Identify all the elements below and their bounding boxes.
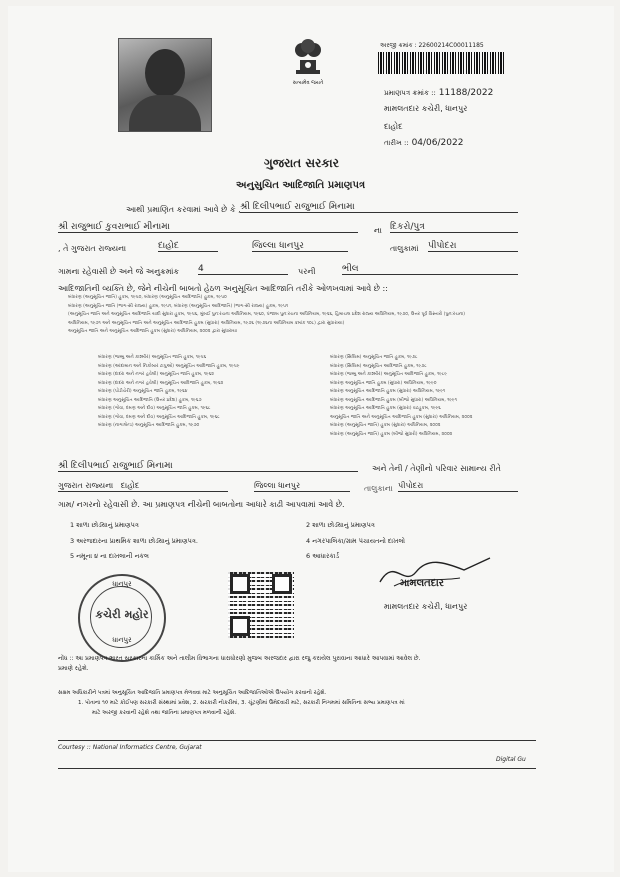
state-line-2 [58,481,228,492]
photo-head-shape [145,49,185,97]
order-item: બંધારણ (પોંડીચેરી) અનુસૂચિત જાતિ હુકમ, ૧૯૬૪ [98,389,188,394]
cert-no-value: 11188/2022 [438,88,494,98]
community-label: પરની [298,267,316,276]
state-label: , તે ગુજરાત રાજ્યના [58,244,127,253]
order-item: અધિનિયમ, ૧૯૭૧ અને અનુસૂચિત જાતિ અને અનુસૂચિત આદિજાતિ હુકમ (સુધારા) અધિનિયમ, ૧૯૭૬ (૧૯૭૬ના અધિનિયમ ક્રમાંક ૧૦૮) દ્વારા સુધારાયા) [68,320,345,326]
office-seal [78,574,166,662]
order-item: બંધારણ (દાદરા અને નગર હવેલી) અનુસૂચિત જાતિ હુકમ, ૧૯૬૨ [98,372,214,377]
signatory-title: મામલતદાર કચેરી, ધાનપુર [384,602,468,611]
taluka-word: તાલુકામાં [390,244,419,253]
certify-intro: આથી પ્રમાણિત કરવામાં આવે છે કે , [126,205,241,214]
village-2: પીપોદરા [398,481,518,492]
certificate-number [384,88,493,98]
certificate-page [8,6,614,872]
order-item: અનુસૂચિત જાતિ અને અનુસૂચિત આદિજાતિ હુકમ (સુધારા) અધિનિયમ, ૨૦૦૨ [330,414,473,420]
district-2: દાહોદ [120,481,140,490]
evidence-item: 4 નગરપાલિકા/ગ્રામ પંચાયતનો દાખલો [306,537,405,545]
footer-divider-bottom [58,768,536,769]
signature-text: મામલતદાર [400,578,444,589]
qr-finder [272,574,292,594]
family-text: અને તેની / તેણીનો પરિવાર સામાન્ય રીતે [372,464,501,473]
qr-finder [230,616,250,636]
order-item: બંધારણ (ગોવા, દમણ અને દીવ) અનુસૂચિત જાતિ હુકમ, ૧૯૬૮ [98,406,211,411]
national-emblem-icon [288,30,328,78]
seal-middle-text: કચેરી મહોર [95,608,149,621]
note-4-line: માટે અરજી કરવાની રહેશે તથા જાતિના પ્રમાણપત્ર મળવાની રહેશે. [92,710,237,716]
order-item: બંધારણ (અનુસૂચિત જાતિ) હુકમ, ૧૯૫૦, બંધારણ (અનુસૂચિત આદિજાતિ) હુકમ, ૧૯૫૦ [68,295,227,300]
father-name: શ્રી રાજુભાઈ કુવરાભાઈ મીનામા [58,222,358,233]
holder-name: શ્રી દિલીપભાઈ રાજુભાઈ મિનામા [240,202,518,213]
order-item: બંધારણ અનુસૂચિત આદિજાતિ હુકમ (સુધારા) વટહુકમ, ૧૯૯૬ [330,406,441,411]
order-item: બંધારણ (જમ્મુ અને કાશ્મીર) અનુસૂચિત આદિજાતિ હુકમ, ૧૯૮૯ [330,372,448,377]
order-item: બંધારણ (નાગાલેન્ડ) અનુસૂચિત આદિજાતિ હુકમ, ૧૯૭૦ [98,423,200,428]
qr-finder [230,574,250,594]
seal-bottom-text: ધાનપુર [112,636,132,644]
order-item: બંધારણ અનુસૂચિત આદિજાતિ હુકમ (બીજો સુધારા) અધિનિયમ, ૧૯૯૧ [330,397,457,403]
order-item: (અનુસૂચિત જાતિ અને અનુસૂચિત આદિજાતિ યાદી સુધારા હુકમ, ૧૯૫૬, મુંબઈ પુનઃરચના અધિનિયમ, ૧૯૬૦, પંજાબ પુનઃરચના અધિનિયમ, ૧૯૬૬, હિમાચલ પ્રદેશ રાજ્ય અધિનિયમ, ૧૯૭૦, ઉત્તર પૂર્વ વિસ્તારો (પુનઃરચના) [68,312,466,317]
district-label-1: જિલ્લા ધાનપુર [252,241,348,252]
order-item: બંધારણ (સિક્કિમ) અનુસૂચિત જાતિ હુકમ, ૧૯૭૮ [330,355,418,360]
govt-title: ગુજરાત સરકાર [264,156,339,170]
resident-label: ગામના રહેવાસી છે અને જે અનુક્રમાંક [58,267,180,276]
applicant-photo [118,38,212,132]
order-item: બંધારણ (અનુસૂચિત જાતિ) હુકમ (સુધારા) અધિનિયમ, ૨૦૦૨ [330,423,441,428]
certificate-title: અનુસુચિત આદિજાતિ પ્રમાણપત્ર [236,180,366,191]
order-item: બંધારણ અનુસૂચિત જાતિ હુકમ (સુધારા) અધિનિયમ, ૧૯૯૦ [330,380,437,386]
application-number: અરજી ક્રમાંક : 22600214C00011185 [380,42,484,49]
order-item: બંધારણ (અનુસૂચિત જાતિ) હુકમ (બીજો સુધારો) અધિનિયમ, ૨૦૦૨ [330,431,453,437]
note-1-line: નોંધ :: આ પ્રમાણપત્ર ભારત સરકારના કાર્મિક અને તાલીમ વિભાગના ધારાધોરણો મુજબ અરજદાર દ્વારા રજુ કરાયેલ પુરાવાના આધારે આપવામાં આવેલ છે. [58,655,421,662]
evidence-item: 2 શાળા છોડ્યાનું પ્રમાણપત્ર [306,521,375,529]
note-3-line: 1. પોતાના ૧૦ માટે કોઈપણ સરકારી સંસ્થામાં પ્રવેશ, 2. સરકારી નોકરીમાં, 3. ચૂંટણીમાં ઉમેદવારી માટે, સરકારી નિગમમાં સમિતિના સભ્ય પ્રમાણપત્ર માં [78,700,405,706]
issue-date [384,138,463,148]
photo-body-shape [129,95,201,131]
order-item: બંધારણ અનુસૂચિત આદિજાતિ (ઉત્તર પ્રદેશ) હુકમ, ૧૯૬૭ [98,397,202,403]
holder-name-2: શ્રી દિલીપભાઈ રાજુભાઈ મિનામા [58,461,358,472]
emblem-caption: સત્યમેવ જયતે [292,80,324,86]
note-2 [58,688,538,718]
relation-value: દિકરો/પુત્ર [390,222,518,233]
date-value: 04/06/2022 [411,138,464,148]
basis-text: ગામ/ નગરનો રહેવાસી છે. આ પ્રમાણપત્ર નીચેની બાબતોના આધારે કાઢી આપવામાં આવે છે. [58,500,345,509]
seal-top-text: ધાનપુર [112,580,132,588]
relation-label: ના [374,226,382,235]
state-line-2-text: ગુજરાત રાજ્યના [58,481,114,490]
district-value: દાહોદ [158,241,218,252]
district-name: દાહોદ [384,122,403,131]
order-item: અનુસૂચિત જાતિ અને અનુસૂચિત આદિજાતિ હુકમ (સુધારા) અધિનિયમ, ૨૦૦૨ દ્વારા સુધારાયા [68,329,238,334]
evidence-item: 1 શાળા છોડ્યાનું પ્રમાણપત્ર [70,521,139,529]
orders-left-list [98,354,318,431]
barcode [378,52,506,74]
serial-number: 4 [198,264,288,275]
certify-intro-text: આથી પ્રમાણિત કરવામાં આવે છે કે [126,205,236,214]
note-2-line: સક્ષમ અધિકારીને પત્રમાં અનુસૂચિત આદિજાતિ પ્રમાણપત્ર મેળવવા માટે અનુસૂચિત આદિજાતિઓએ ઉપયોગ કરવાનો રહેશે. [58,690,327,696]
evidence-item: 5 નમૂના ૪ ના દાખલાની નકલ [70,552,149,560]
qr-code [228,572,294,638]
order-item: બંધારણ (જમ્મુ અને કાશ્મીર) અનુસૂચિત જાતિ હુકમ, ૧૯૫૬ [98,355,207,360]
order-item: બંધારણ અનુસૂચિત આદિજાતિ હુકમ (સુધારા) અધિનિયમ, ૧૯૯૧ [330,389,446,394]
order-item: બંધારણ (સિક્કિમ) અનુસૂચિત આદિજાતિ હુકમ, ૧૯૭૮ [330,363,427,369]
community-name: ભીલ [342,264,518,275]
app-no-value: 22600214C00011185 [418,42,484,49]
note-1 [58,654,538,674]
evidence-item: 3 અરજદારના પ્રાથમિક શાળા છોડ્યાનું પ્રમાણપત્ર. [70,537,198,545]
footer-divider [58,740,536,741]
taluka-label-2: તાલુકાના [364,484,393,493]
orders-top-list [68,294,538,337]
issuing-office: મામલતદાર કચેરી, ધાનપુર [384,104,468,113]
order-item: બંધારણ (અનુસૂચિત જાતિ (ભાગ-સી રાજ્ય) હુકમ, ૧૯૫૧, બંધારણ (અનુસૂચિત આદિજાતિ) (ભાગ-સી રાજ્ય) હુકમ, ૧૯૫૧ [68,303,289,309]
district-label-2: જિલ્લા ધાનપુર [254,481,350,492]
date-label: તારીખ :: [384,139,409,147]
evidence-item: 6 આધારકાર્ડ [306,552,340,560]
order-item: બંધારણ (આંદામાન અને નિકોબાર ટાપુઓ) અનુસૂચિત આદિજાતિ હુકમ, ૧૯૫૯ [98,363,240,369]
note-1b-line: પ્રમાણે રહેશે. [58,665,89,672]
orders-right-list [330,354,540,439]
village-value: પીપોદરા [428,241,518,252]
app-no-label: અરજી ક્રમાંક [380,42,413,49]
courtesy-text: Courtesy :: National Informatics Centre, Gujarat [58,744,202,751]
digital-gujarat-text: Digital Gu [496,756,526,763]
order-item: બંધારણ (દાદરા અને નગર હવેલી) અનુસૂચિત આદિજાતિ હુકમ, ૧૯૬૨ [98,380,224,386]
cert-no-label: પ્રમાણપત્ર ક્રમાંક :: [384,89,436,97]
tribe-statement: આદિજાતિની વ્યક્તિ છે, જેને નીચેની બાબતો હેઠળ અનુસૂચિત આદિજાતિ તરીકે ઓળખવામાં આવે છે :: [58,284,388,293]
order-item: બંધારણ (ગોવા, દમણ અને દીવ) અનુસૂચિત આદિજાતિ હુકમ, ૧૯૬૮ [98,414,220,420]
